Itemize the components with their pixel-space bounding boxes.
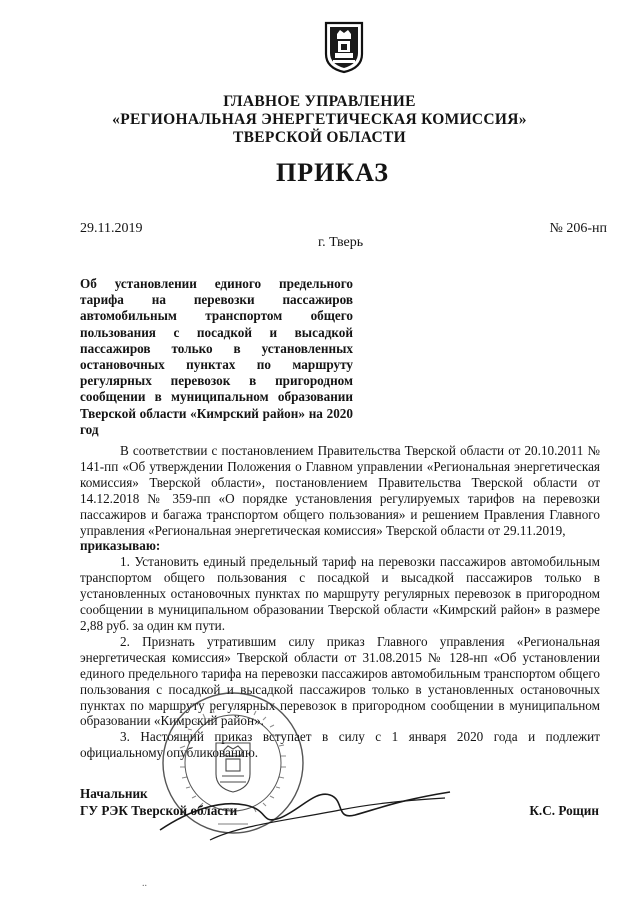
org-name-line3: ТВЕРСКОЙ ОБЛАСТИ [233,129,406,146]
footer-mark: .. [142,878,147,889]
signatory-position-line1: Начальник [80,786,148,801]
order-item-1: 1. Установить единый предельный тариф на перевозки пассажиров автомобильным транспортом общего пользования с посадкой и высадкой пассажиров только в установленных остановочных пунктах по маршруту регулярных перевозок в пригородном сообщении в муниципальном образовании Тверской области «Кимрский район» в размере 2,88 руб. за один км пути. [80,554,600,633]
document-city: г. Тверь [318,235,364,250]
signatory-position-line2: ГУ РЭК Тверской области [80,802,238,818]
order-word: приказываю: [80,538,161,554]
document-number: № 206-нп [549,221,607,236]
order-item-2: 2. Признать утратившим силу приказ Главного управления «Региональная энергетическая комиссия» Тверской области от 31.08.2015 № 128-нп «Об установлении единого предельного тарифа на перевозки пассажиров автомобильным транспортом общего пользования с посадкой и высадкой пассажиров только в установленных остановочных пунктах по маршруту регулярных перевозок в пригородном сообщении в муниципальном образовании «Кимрский район». [80,633,600,729]
signatory-name: К.С. Рощин [529,803,599,818]
org-name-line2: «РЕГИОНАЛЬНАЯ ЭНЕРГЕТИЧЕСКАЯ КОМИССИЯ» [112,111,527,128]
document-date: 29.11.2019 [80,221,143,236]
signatory-position [80,786,237,819]
preamble-paragraph: В соответствии с постановлением Правительства Тверской области от 20.10.2011 № 141-пп «Об утверждении Положения о Главном управлении «Региональная энергетическая комиссия» Тверской области», постановлением Правительства Тверской области от 14.12.2018 № 359-пп «О порядке установления регулируемых тарифов на перевозки пассажиров и багажа транспортом общего пользования» и решением Правления Главного управления «Региональная энергетическая комиссия» Тверской области от 29.11.2019, [80,443,600,538]
tver-coat-of-arms-icon [323,20,365,74]
document-subject: Об установлении единого предельного тарифа на перевозки пассажиров автомобильным транспортом общего пользования с посадкой и высадкой пассажиров только в установленных остановочных пунктах по маршруту регулярных перевозок в пригородном сообщении в муниципальном образовании Тверской области «Кимрский район» на 2020 год [80,276,353,437]
org-name-line1: ГЛАВНОЕ УПРАВЛЕНИЕ [223,93,416,110]
document-type-title: ПРИКАЗ [275,158,390,187]
order-item-3: 3. Настоящий приказ вступает в силу с 1 января 2020 года и подлежит официальному опубликованию. [80,729,600,761]
